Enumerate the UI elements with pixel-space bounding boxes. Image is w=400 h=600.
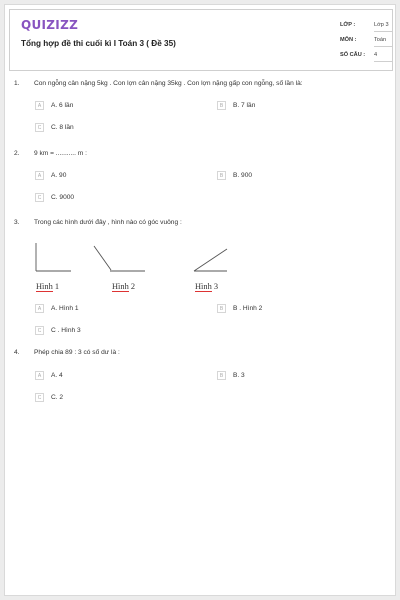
worksheet-page [4, 4, 396, 596]
subject-value: Toán [374, 37, 387, 43]
subject-label: MÔN : [340, 37, 357, 43]
option-letter-box: C [35, 326, 44, 335]
question-text: Phép chia 89 : 3 có số dư là : [34, 349, 120, 356]
option-letter-box: C [35, 393, 44, 402]
question-text: Trong các hình dưới đây , hình nào có góc vuông : [34, 219, 182, 226]
option-letter-box: B [217, 304, 226, 313]
question-count-line [374, 61, 392, 62]
question-number: 3. [14, 219, 20, 226]
question-text: 9 km = ........... m : [34, 150, 87, 157]
worksheet-header [9, 9, 393, 71]
option-letter-box: A [35, 171, 44, 180]
option-text: A. Hình 1 [51, 305, 79, 312]
option-text: A. 90 [51, 172, 67, 179]
figure-1-right-angle [36, 243, 71, 271]
option-letter-box: A [35, 371, 44, 380]
option-letter-box: A [35, 101, 44, 110]
question-count-value: 4 [374, 52, 378, 58]
option-text: C . Hình 3 [51, 327, 81, 334]
question-number: 1. [14, 80, 20, 87]
question-count-label: SỐ CÂU : [340, 52, 366, 58]
question-text: Con ngỗng cân nặng 5kg . Con lợn cân nặng 35kg . Con lợn nặng gấp con ngỗng, số lần là: [34, 80, 303, 87]
option-text: C. 8 lần [51, 124, 74, 131]
quizizz-logo: QUIZIZZ [21, 18, 79, 32]
subject-value-line [374, 46, 392, 47]
option-letter-box: C [35, 123, 44, 132]
option-text: B. 900 [233, 172, 253, 179]
option-letter-box: B [217, 371, 226, 380]
option-text: B . Hình 2 [233, 305, 263, 312]
figure-2-obtuse-angle [94, 246, 145, 271]
question-number: 4. [14, 349, 20, 356]
figure-3-acute-angle [194, 249, 227, 271]
worksheet-title: Tổng hợp đề thi cuối kì I Toán 3 ( Đề 35) [21, 39, 176, 48]
grade-value: Lớp 3 [374, 22, 389, 28]
option-text: A. 4 [51, 372, 63, 379]
option-text: B. 7 lần [233, 102, 256, 109]
option-text: B. 3 [233, 372, 245, 379]
option-letter-box: C [35, 193, 44, 202]
option-letter-box: B [217, 101, 226, 110]
figure-2-label: Hình 2 [112, 282, 136, 291]
angle-figures [5, 219, 397, 279]
figure-3-label: Hình 3 [195, 282, 219, 291]
question-number: 2. [14, 150, 20, 157]
option-letter-box: B [217, 171, 226, 180]
option-letter-box: A [35, 304, 44, 313]
grade-value-line [374, 31, 392, 32]
option-text: C. 2 [51, 394, 64, 401]
option-text: A. 6 lần [51, 102, 74, 109]
grade-label: LỚP : [340, 22, 356, 28]
figure-1-label: Hình 1 [36, 282, 60, 291]
option-text: C. 9000 [51, 194, 75, 201]
